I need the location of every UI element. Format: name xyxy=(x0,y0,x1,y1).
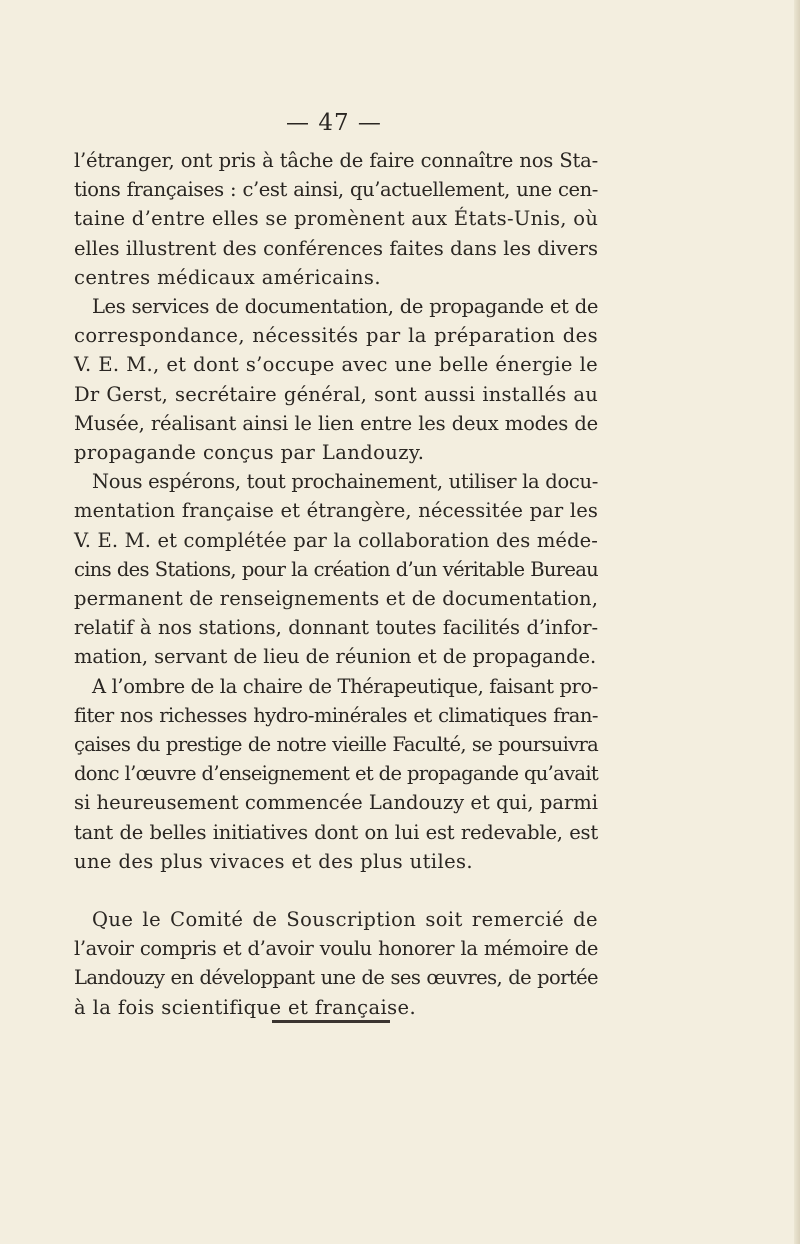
paragraph-1 xyxy=(74,146,598,292)
text-line: correspondance, nécessités par la préparation des xyxy=(74,324,598,348)
text-line: centres médicaux américains. xyxy=(74,265,381,289)
page-edge xyxy=(794,0,800,1244)
text-line: l’étranger, ont pris à tâche de faire connaître nos Sta- xyxy=(74,149,598,172)
page-number: — 47 — xyxy=(286,110,382,136)
text-line: çaises du prestige de notre vieille Faculté, se poursuivra xyxy=(74,733,598,757)
body-text xyxy=(74,146,598,1022)
text-line: Musée, réalisant ainsi le lien entre les deux modes de xyxy=(74,411,598,435)
text-line: Landouzy en développant une de ses œuvres, de portée xyxy=(74,966,598,990)
paragraph-5 xyxy=(74,905,598,1022)
text-line: V. E. M., et dont s’occupe avec une belle énergie le xyxy=(74,353,598,377)
paragraph-2 xyxy=(74,292,598,467)
text-line: mentation française et étrangère, nécessitée par les xyxy=(74,499,598,523)
text-line: si heureusement commencée Landouzy et qui, parmi xyxy=(74,791,598,815)
text-line: tant de belles initiatives dont on lui est redevable, est xyxy=(74,820,598,844)
text-line: fiter nos richesses hydro-minérales et climatiques fran- xyxy=(74,703,598,727)
text-line: Que le Comité de Souscription soit remercié de xyxy=(92,908,598,932)
text-line: A l’ombre de la chaire de Thérapeutique, faisant pro- xyxy=(92,674,598,698)
paragraph-4 xyxy=(74,672,598,876)
text-line: donc l’œuvre d’enseignement et de propagande qu’avait xyxy=(74,762,598,786)
paragraph-3 xyxy=(74,467,598,671)
text-line: tions françaises : c’est ainsi, qu’actuellement, une cen- xyxy=(74,178,598,202)
paragraph-gap xyxy=(74,876,598,905)
text-line: permanent de renseignements et de documentation, xyxy=(74,587,598,611)
text-line: Les services de documentation, de propagande et de xyxy=(92,295,598,319)
text-line: V. E. M. et complétée par la collaboration des méde- xyxy=(74,528,598,552)
text-line: taine d’entre elles se promènent aux États-Unis, où xyxy=(74,207,599,231)
text-line: propagande conçus par Landouzy. xyxy=(74,441,425,465)
text-line: elles illustrent des conférences faites dans les divers xyxy=(74,236,598,260)
text-line: l’avoir compris et d’avoir voulu honorer la mémoire de xyxy=(74,937,598,961)
text-line: Dr Gerst, secrétaire général, sont aussi installés au xyxy=(74,382,598,406)
text-line: mation, servant de lieu de réunion et de propagande. xyxy=(74,645,597,669)
text-line: relatif à nos stations, donnant toutes facilités d’infor- xyxy=(74,616,598,640)
text-line: une des plus vivaces et des plus utiles. xyxy=(74,849,474,873)
text-line: Nous espérons, tout prochainement, utiliser la docu- xyxy=(92,470,599,494)
end-rule xyxy=(272,1020,390,1023)
text-line: cins des Stations, pour la création d’un véritable Bureau xyxy=(74,557,598,581)
text-line: à la fois scientifique et française. xyxy=(74,995,417,1019)
